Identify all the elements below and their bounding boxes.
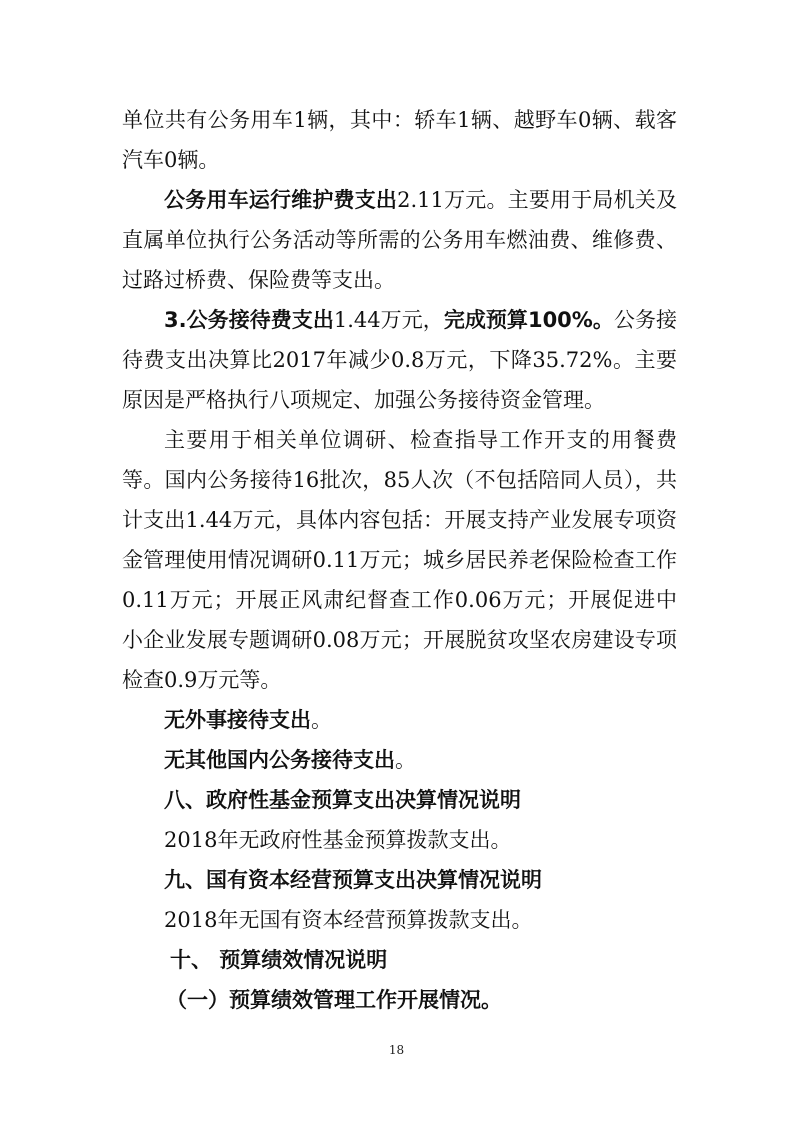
foreign-reception-end: 。: [311, 708, 332, 732]
section-10-subheading: （一）预算绩效管理工作开展情况。: [166, 988, 502, 1012]
reception-detail-text: 主要用于相关单位调研、检查指导工作开支的用餐费等。国内公务接待16批次，85人次（不包括陪同人员），共计支出1.44万元，具体内容包括：开展支持产业发展专项资金管理使用情况调研0.11万元；城乡居民养老保险检查工作0.11万元；开展正风肃纪督查工作0.06万元；开展促进中小企业发展专题调研0.08万元；开展脱贫攻坚农房建设专项检查0.9万元等。: [122, 428, 677, 692]
reception-detail-paragraph: [122, 420, 677, 700]
vehicle-count-paragraph: [122, 100, 677, 180]
foreign-reception-paragraph: [122, 700, 677, 740]
section-10-heading: 十、 预算绩效情况说明: [170, 948, 388, 972]
other-reception-text: 无其他国内公务接待支出: [164, 748, 395, 772]
section-9-heading: 九、国有资本经营预算支出决算情况说明: [164, 868, 542, 892]
reception-expense-paragraph: [122, 300, 677, 420]
vehicle-maintenance-label: 公务用车运行维护费支出: [164, 188, 398, 212]
page-number: 18: [388, 1043, 405, 1057]
reception-expense-text: 公务接待费支出决算比2017年减少0.8万元，下降35.72%。主要原因是严格执行八项规定、加强公务接待资金管理。: [122, 308, 677, 412]
reception-expense-label: 3.公务接待费支出: [164, 308, 334, 332]
vehicle-maintenance-paragraph: [122, 180, 677, 300]
section-9-body: 2018年无国有资本经营预算拨款支出。: [164, 908, 533, 932]
reception-expense-amount: 1.44万元，: [333, 308, 444, 332]
other-reception-paragraph: [122, 740, 677, 780]
reception-budget-completion: 完成预算100%。: [443, 308, 614, 332]
other-reception-end: 。: [395, 748, 416, 772]
section-8-body: 2018年无政府性基金预算拨款支出。: [164, 828, 512, 852]
vehicle-maintenance-text: 2.11万元。主要用于局机关及直属单位执行公务活动等所需的公务用车燃油费、维修费、过路过桥费、保险费等支出。: [122, 188, 677, 292]
foreign-reception-text: 无外事接待支出: [164, 708, 311, 732]
vehicle-count-text: 单位共有公务用车1辆，其中：轿车1辆、越野车0辆、载客汽车0辆。: [122, 108, 677, 172]
body-text: [122, 100, 677, 1020]
section-8-heading: 八、政府性基金预算支出决算情况说明: [164, 788, 521, 812]
